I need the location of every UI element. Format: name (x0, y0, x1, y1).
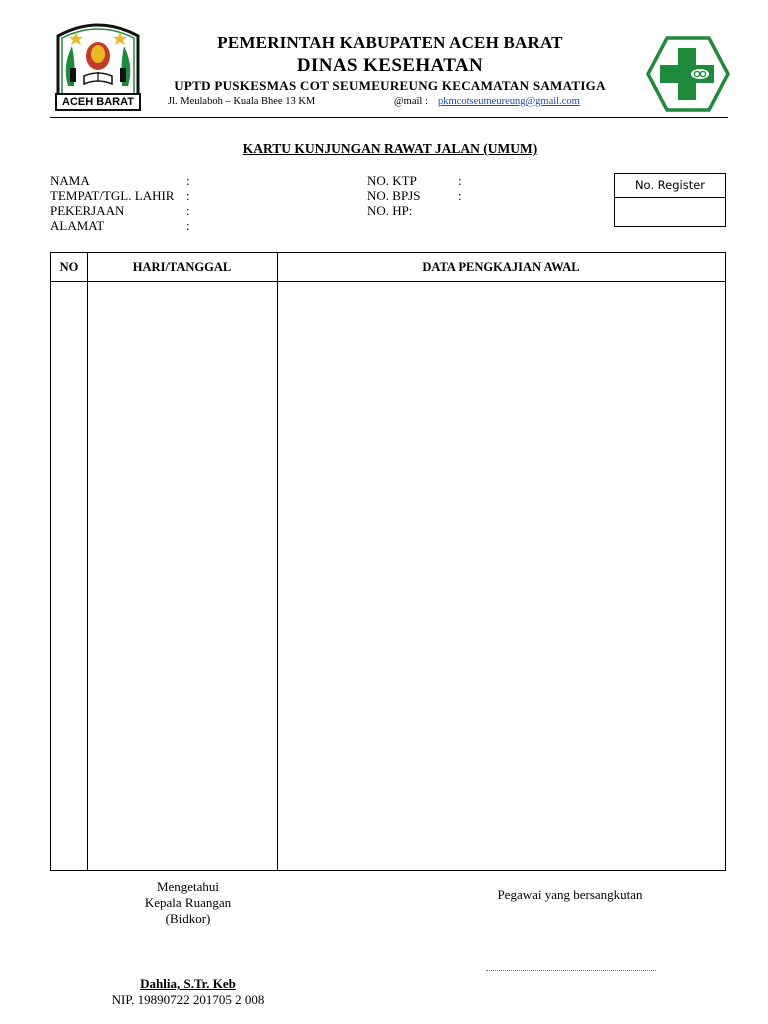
field-alamat-label: ALAMAT (50, 218, 105, 233)
footer-signatory-nip: NIP. 19890722 201705 2 008 (111, 992, 265, 1007)
footer-acknowledge: Mengetahui (156, 879, 220, 894)
table-header-date: HARI/TANGGAL (132, 260, 232, 274)
header-puskesmas: UPTD PUSKESMAS COT SEUMEUREUNG KECAMATAN SAMATIGA (174, 78, 606, 93)
field-ttl-colon: : (186, 188, 190, 203)
field-ktp-label: NO. KTP (367, 173, 417, 188)
header-email-label: @mail : (394, 96, 428, 107)
field-ktp-colon: : (458, 173, 462, 188)
footer-signatory-name: Dahlia, S.Tr. Keb (140, 976, 236, 991)
register-box (614, 173, 726, 227)
visit-table (50, 252, 726, 871)
header-address: Jl. Meulaboh – Kuala Bhee 13 KM (168, 96, 316, 107)
field-pekerjaan-colon: : (186, 203, 190, 218)
header-department: DINAS KESEHATAN (296, 55, 484, 76)
aceh-barat-emblem-icon (52, 16, 144, 112)
table-col-divider-2 (277, 253, 278, 870)
field-nama-label: NAMA (50, 173, 90, 188)
header-government: PEMERINTAH KABUPATEN ACEH BARAT (217, 33, 563, 52)
table-header-no: NO (59, 260, 79, 274)
field-hp-label: NO. HP: (367, 203, 413, 218)
field-nama-colon: : (186, 173, 190, 188)
kemenkes-cross-icon (646, 36, 730, 112)
header-divider (50, 117, 728, 118)
field-bpjs-label: NO. BPJS (367, 188, 421, 203)
aceh-barat-logo-text: ACEH BARAT (62, 96, 134, 108)
footer-position: Kepala Ruangan (144, 895, 232, 910)
field-bpjs-colon: : (458, 188, 462, 203)
table-header-assessment: DATA PENGKAJIAN AWAL (422, 260, 580, 274)
document-title: KARTU KUNJUNGAN RAWAT JALAN (UMUM) (242, 141, 538, 156)
field-alamat-colon: : (186, 218, 190, 233)
table-col-divider-1 (87, 253, 88, 870)
footer-unit: (Bidkor) (165, 911, 211, 926)
register-label: No. Register (615, 174, 725, 198)
footer-employee: Pegawai yang bersangkutan (497, 887, 643, 902)
field-pekerjaan-label: PEKERJAAN (50, 203, 125, 218)
signature-line (486, 970, 656, 971)
table-header-divider (51, 281, 725, 282)
field-ttl-label: TEMPAT/TGL. LAHIR (50, 188, 175, 203)
header-email-link[interactable]: pkmcotseumeureung@gmail.com (438, 96, 580, 107)
